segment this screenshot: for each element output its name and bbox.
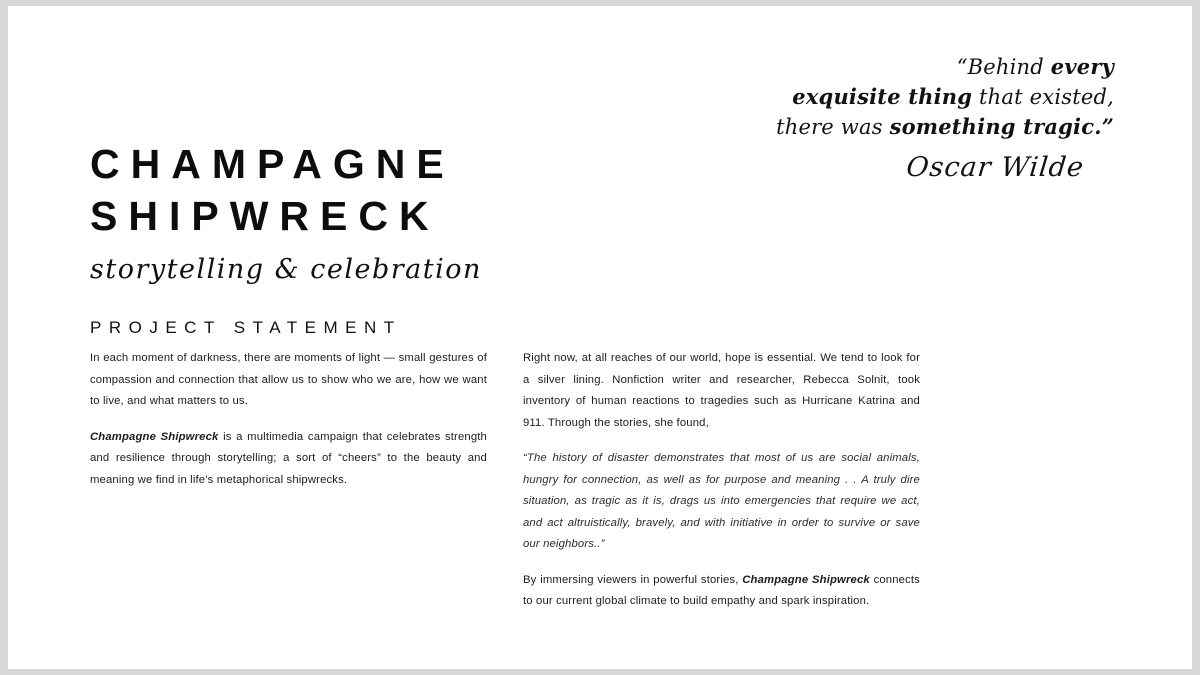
left-paragraph-1: In each moment of darkness, there are moments of light — small gestures of compassion and connection that allow us to show who we are, how we want to live, and what matters to us. [90, 352, 487, 407]
quote-line-2-emphasis: exquisite thing [792, 84, 973, 109]
quote-line-2 [684, 82, 1114, 112]
right-paragraph-1: Right now, at all reaches of our world, hope is essential. We tend to look for a silver lining. Nonfiction writer and researcher, Rebecca Solnit, took inventory of human reactions to tragedies such as Hurricane Katrina and 911. Through the stories, she found, [523, 352, 920, 429]
quote-line-3-text: there was [776, 115, 890, 139]
brand-mention-left: Champagne Shipwreck [90, 430, 219, 443]
right-column [523, 348, 920, 613]
quote-line-3-emphasis: something tragic.” [889, 114, 1114, 139]
right-paragraph-3-pre: By immersing viewers in powerful stories, [523, 573, 743, 586]
quote-line-1-text: “Behind [956, 55, 1051, 79]
quote-line-1-emphasis: every [1050, 54, 1114, 79]
right-paragraph-3 [523, 570, 920, 613]
slide-page [8, 6, 1192, 669]
quote-attribution: Oscar Wilde [904, 152, 1086, 183]
body-columns [90, 348, 1120, 613]
brand-title-line-2: SHIPWRECK [90, 193, 440, 239]
right-blockquote: “The history of disaster demonstrates that most of us are social animals, hungry for connection, as well as for purpose and meaning . . A truly dire situation, as tragic as it is, drags us into emergencies that require we act, and act altruistically, bravely, and with initiative in order to survive or save our neighbors..” [523, 452, 920, 550]
left-paragraph-2-text: is a multimedia campaign that celebrates strength and resilience through storytelling; a sort of “cheers” to the beauty and meaning we find in life’s metaphorical shipwrecks. [90, 430, 487, 486]
brand-title-line-1: CHAMPAGNE [90, 141, 455, 187]
brand-tagline: storytelling & celebration [90, 254, 482, 285]
left-column [90, 348, 487, 613]
page-title: PROJECT STATEMENT [90, 318, 402, 337]
quote-line-3 [684, 112, 1114, 142]
right-paragraph-3-post: connects to our current global climate to build empathy and spark inspiration. [523, 573, 920, 607]
title-block [90, 138, 650, 338]
brand-mention-right: Champagne Shipwreck [742, 573, 870, 586]
quote-line-2-text: that existed, [972, 85, 1114, 109]
pull-quote [684, 52, 1114, 183]
left-paragraph-2 [90, 427, 487, 492]
quote-line-1 [684, 52, 1114, 82]
